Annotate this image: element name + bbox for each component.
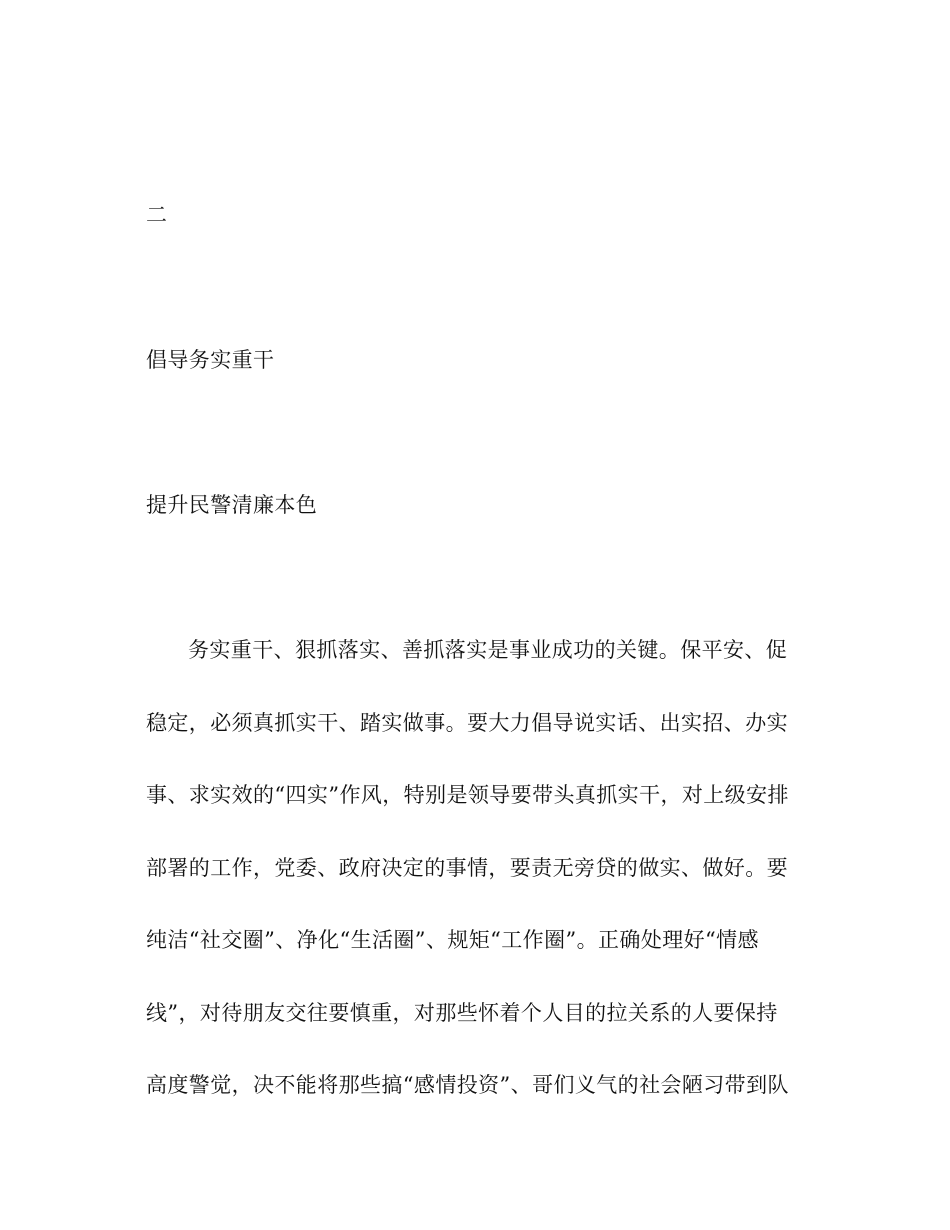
- paragraph-line: 稳定，必须真抓实干、踏实做事。要大力倡导说实话、出实招、办实: [146, 711, 788, 735]
- paragraph-line: 高度警觉，决不能将那些搞“感情投资”、哥们义气的社会陋习带到队: [146, 1073, 789, 1097]
- section-number: 二: [146, 203, 168, 227]
- paragraph-line: 线”，对待朋友交往要慎重，对那些怀着个人目的拉关系的人要保持: [146, 1001, 778, 1025]
- heading-line-2: 提升民警清廉本色: [146, 493, 318, 517]
- paragraph-line: 事、求实效的“四实”作风，特别是领导要带头真抓实干，对上级安排: [146, 783, 789, 807]
- paragraph-line: 纯洁“社交圈”、净化“生活圈”、规矩“工作圈”。正确处理好“情感: [146, 928, 759, 952]
- heading-line-1: 倡导务实重干: [146, 348, 275, 372]
- paragraph-line: 部署的工作，党委、政府决定的事情，要责无旁贷的做实、做好。要: [146, 856, 788, 880]
- paragraph-line: 务实重干、狠抓落实、善抓落实是事业成功的关键。保平安、促: [188, 638, 788, 662]
